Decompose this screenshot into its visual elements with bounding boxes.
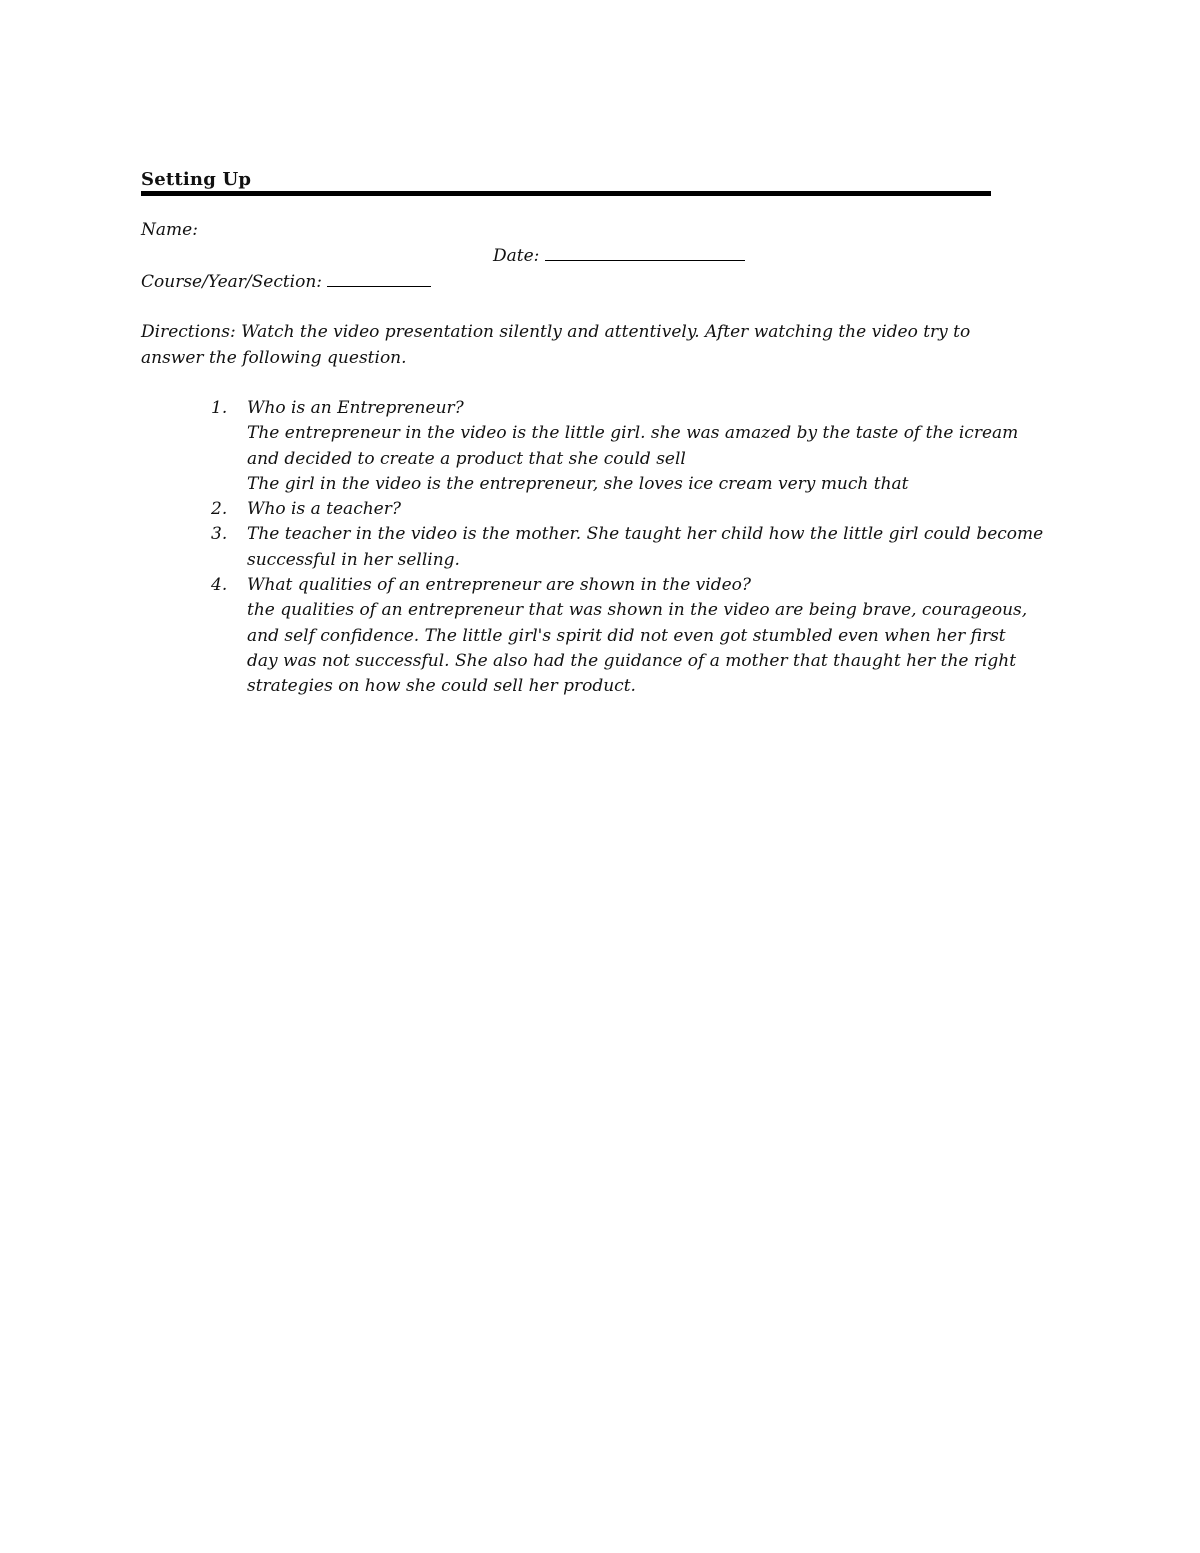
- name-label: Name:: [141, 220, 198, 240]
- answer-line: strategies on how she could sell her product.: [247, 676, 636, 697]
- question-item: [141, 573, 1071, 699]
- course-label: Course/Year/Section:: [141, 272, 323, 292]
- question-number: 3.: [211, 524, 228, 545]
- question-list: [141, 396, 1071, 700]
- question-text: Who is a teacher?: [247, 499, 401, 520]
- course-field: [141, 269, 431, 295]
- question-item: [141, 522, 1071, 573]
- question-text: Who is an Entrepreneur?: [247, 398, 464, 418]
- name-field: [141, 218, 198, 243]
- date-blank-line[interactable]: [545, 243, 745, 261]
- heading-rule: [141, 191, 991, 196]
- course-blank-line[interactable]: [327, 269, 431, 287]
- date-label: Date:: [493, 246, 540, 266]
- question-text: What qualities of an entrepreneur are shown in the video?: [247, 575, 751, 596]
- question-item: [141, 396, 1071, 497]
- question-text: The teacher in the video is the mother. She taught her child how the little girl could become: [247, 524, 1044, 545]
- question-item: [141, 497, 1071, 522]
- answer-line: day was not successful. She also had the guidance of a mother that thaught her the right: [247, 650, 1017, 671]
- question-number: 4.: [211, 575, 228, 596]
- answer-line: The girl in the video is the entrepreneur, she loves ice cream very much that: [247, 473, 909, 494]
- question-number: 2.: [211, 499, 228, 520]
- question-number: 1.: [211, 398, 228, 418]
- directions-paragraph: Directions: Watch the video presentation silently and attentively. After watching the video try to answer the following question.: [141, 322, 971, 368]
- section-heading: [141, 169, 991, 191]
- answer-line: successful in her selling.: [247, 549, 460, 570]
- answer-line: and self confidence. The little girl's spirit did not even got stumbled even when her first: [247, 625, 1006, 646]
- answer-line: and decided to create a product that she could sell: [247, 448, 686, 469]
- answer-line: The entrepreneur in the video is the little girl. she was amazed by the taste of the icream: [247, 423, 1019, 444]
- date-field: [493, 243, 745, 269]
- answer-line: the qualities of an entrepreneur that was shown in the video are being brave, courageous,: [247, 600, 1028, 621]
- section-title: Setting Up: [141, 169, 252, 190]
